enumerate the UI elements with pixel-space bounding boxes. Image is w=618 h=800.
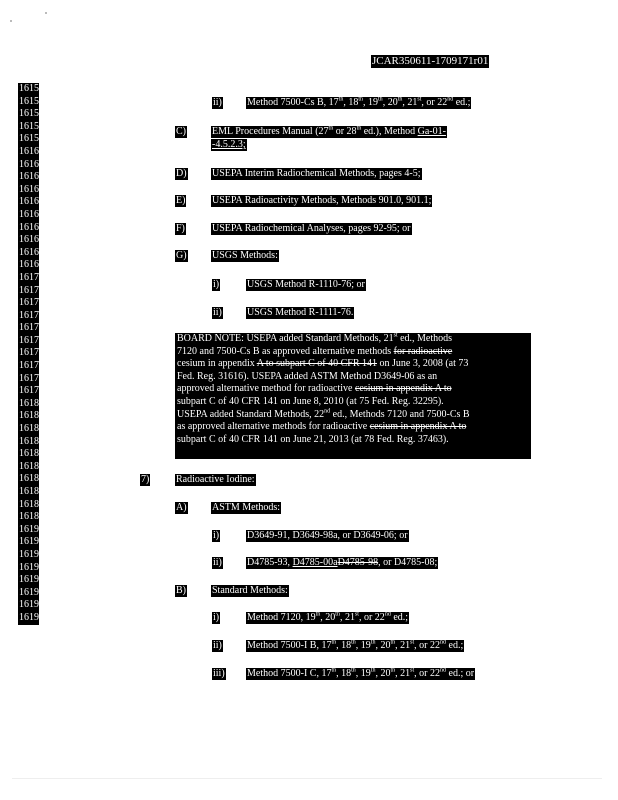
item-marker: i) [213, 612, 220, 623]
line-number: 16182 [19, 423, 44, 435]
item-text: USEPA Radioactivity Methods, Methods 901.0, 901.1; [212, 195, 432, 206]
line-number: 16158 [19, 120, 44, 132]
scan-speck [45, 12, 47, 14]
line-number: 16197 [19, 611, 44, 623]
line-number: 16186 [19, 473, 44, 485]
item-text: USGS Method R-1110-76; or [247, 279, 365, 290]
item-text: Method 7120, 19th, 20th, 21st, or 22nd ed.; [247, 611, 409, 623]
line-number: 16180 [19, 397, 44, 409]
line-number: 16169 [19, 259, 44, 271]
item-text: Method 7500-Cs B, 17th, 18th, 19th, 20th, 21st, or 22nd ed.; [247, 96, 471, 108]
item-marker: G) [176, 250, 187, 261]
item-marker: ii) [213, 97, 222, 108]
line-number: 16166 [19, 221, 44, 233]
line-number: 16177 [19, 360, 44, 372]
line-number: 16161 [19, 158, 44, 170]
line-number: 16193 [19, 561, 44, 573]
item-marker: ii) [213, 640, 222, 651]
section-marker: 7) [141, 474, 150, 485]
item-marker: B) [176, 585, 186, 596]
item-marker: iii) [213, 668, 225, 679]
item-text-continued: -4.5.2.3; [212, 139, 246, 150]
item-text: USGS Methods: [212, 250, 278, 261]
item-marker: ii) [213, 557, 222, 568]
line-number: 16192 [19, 548, 44, 560]
line-number: 16178 [19, 372, 44, 384]
line-number: 16173 [19, 309, 44, 321]
line-number: 16194 [19, 574, 44, 586]
item-text: Method 7500-I C, 17th, 18th, 19th, 20th, 21st, or 22nd ed.; or [247, 667, 475, 679]
item-text: USEPA Interim Radiochemical Methods, pages 4-5; [212, 168, 421, 179]
item-text: D3649-91, D3649-98a, or D3649-06; or [247, 530, 408, 541]
line-number: 16159 [19, 133, 44, 145]
line-number: 16189 [19, 511, 44, 523]
line-number: 16170 [19, 271, 44, 283]
line-number: 16183 [19, 435, 44, 447]
line-number: 16155 [19, 83, 44, 94]
footer-rule [12, 778, 602, 779]
line-number: 16171 [19, 284, 44, 296]
item-text: D4785-93, D4785-00aD4785-98, or D4785-08; [247, 557, 438, 568]
item-marker: E) [176, 195, 186, 206]
line-number: 16181 [19, 410, 44, 422]
line-number: 16185 [19, 460, 44, 472]
line-number: 16191 [19, 536, 44, 548]
line-number: 16172 [19, 297, 44, 309]
section-heading: Radioactive Iodine: [176, 474, 255, 485]
line-number: 16188 [19, 498, 44, 510]
line-number-column [18, 83, 44, 625]
line-number: 16163 [19, 183, 44, 195]
line-number: 16187 [19, 486, 44, 497]
item-text: Method 7500-I B, 17th, 18th, 19th, 20th, 21st, or 22nd ed.; [247, 639, 464, 651]
line-number: 16195 [19, 586, 44, 598]
item-text: ASTM Methods: [212, 502, 281, 513]
line-number: 16165 [19, 208, 44, 220]
item-marker: F) [176, 223, 185, 234]
line-number: 16167 [19, 234, 44, 246]
item-marker: i) [213, 279, 220, 290]
document-header-code: JCAR350611-1709171r01 [372, 55, 489, 67]
item-text: USEPA Radiochemical Analyses, pages 92-95; or [212, 223, 411, 234]
line-number: 16176 [19, 347, 44, 359]
line-number: 16164 [19, 196, 44, 208]
item-marker: i) [213, 530, 220, 541]
line-number: 16157 [19, 108, 44, 120]
item-marker: C) [176, 126, 186, 137]
item-text: Standard Methods: [212, 585, 288, 596]
line-number: 16156 [19, 95, 44, 107]
line-number: 16190 [19, 523, 44, 535]
item-text: EML Procedures Manual (27th or 28th ed.), Method Ga-01- [212, 125, 446, 137]
scan-speck [10, 20, 12, 22]
line-number: 16168 [19, 246, 44, 258]
item-text: USGS Method R-1111-76. [247, 307, 354, 318]
line-number: 16174 [19, 322, 44, 334]
item-marker: ii) [213, 307, 222, 318]
item-marker: A) [176, 502, 187, 513]
line-number: 16179 [19, 385, 44, 397]
line-number: 16160 [19, 145, 44, 157]
line-number: 16175 [19, 334, 44, 346]
line-number: 16196 [19, 599, 44, 611]
line-number: 16162 [19, 171, 44, 183]
line-number: 16184 [19, 448, 44, 460]
item-marker: D) [176, 168, 187, 179]
board-note: BOARD NOTE: USEPA added Standard Methods, 21st ed., Methods 7120 and 7500-Cs B as approved alternative methods for radioactive cesium in appendix A to subpart C of 40 CFR 141 on June 3, 2008 (at 73 Fed. Reg. 31616). USEPA added ASTM Method D3649-06 as an approved alternative method for radioactive cesium in appendix A to subpart C of 40 CFR 141 on June 8, 2010 (at 75 Fed. Reg. 32295). USEPA added Standard Methods, 22nd ed., Methods 7120 and 7500-Cs B as approved alternative methods for radioactive cesium in appendix A to subpart C of 40 CFR 141 on June 21, 2013 (at 78 Fed. Reg. 37463). [175, 333, 531, 459]
